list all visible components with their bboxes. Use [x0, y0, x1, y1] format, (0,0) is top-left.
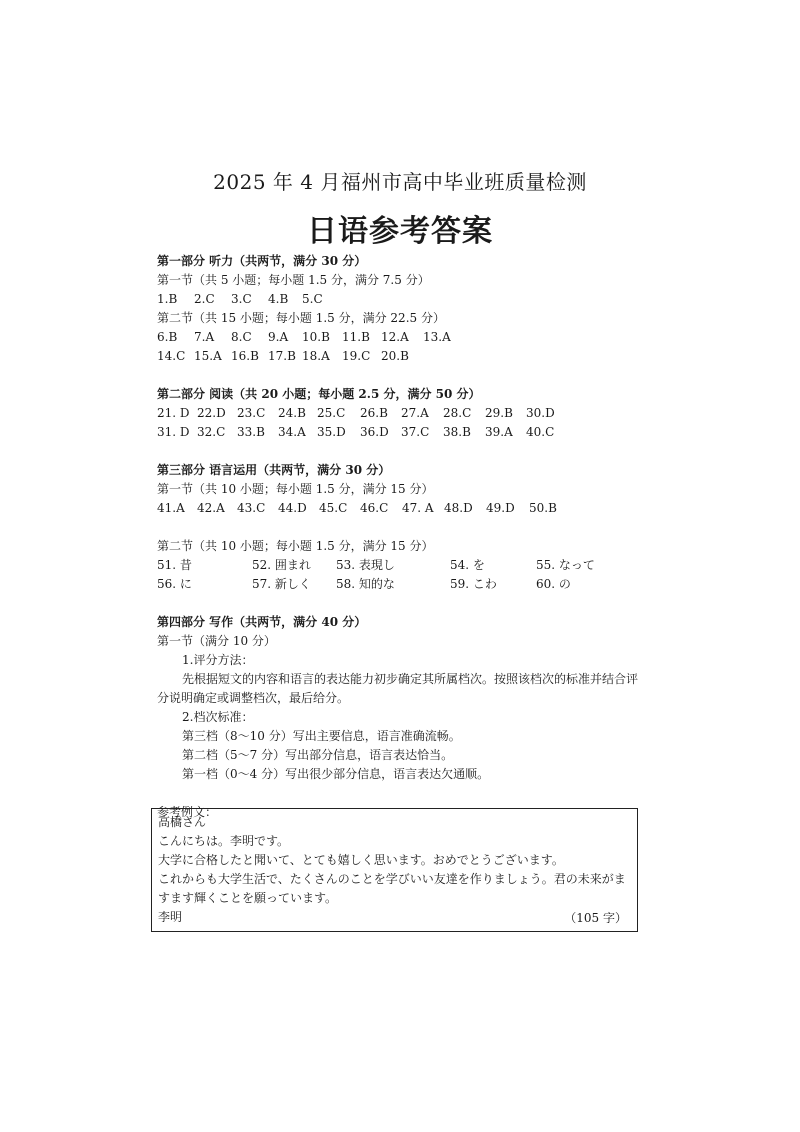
method-text: 先根据短文的内容和语言的表达能力初步确定其所属档次。按照该档次的标准并结合评分说明确定或调整档次，最后给分。	[157, 672, 639, 705]
essay-signature: 李明	[158, 910, 183, 924]
essay-line: これからも大学生活で、たくさんのことを学びいい友達を作りましょう。君の未来がま	[158, 872, 626, 886]
answer-item: 14.C	[157, 349, 186, 363]
answer-item: 55. なって	[536, 558, 595, 572]
part1-sec2-row1	[157, 328, 647, 347]
answer-item: 39.A	[485, 425, 513, 439]
answer-item: 33.B	[237, 425, 265, 439]
essay-greeting: 高橋さん	[158, 815, 207, 829]
part1-sec2-row2	[157, 347, 647, 366]
answer-item: 2.C	[194, 292, 215, 306]
document-title: 2025 年 4 月福州市高中毕业班质量检测	[213, 170, 587, 194]
part2-row2	[157, 423, 647, 442]
answer-item: 10.B	[302, 330, 330, 344]
answer-item: 20.B	[381, 349, 409, 363]
answer-item: 16.B	[231, 349, 259, 363]
answer-item: 48.D	[444, 501, 473, 515]
answer-item: 50.B	[529, 501, 557, 515]
answer-item: 13.A	[423, 330, 451, 344]
answer-item: 58. 知的な	[336, 577, 395, 591]
part4-heading: 第四部分 写作（共两节，满分 40 分）	[157, 615, 367, 629]
answer-item: 51. 昔	[157, 558, 192, 572]
answer-item: 12.A	[381, 330, 409, 344]
document-subtitle: 日语参考答案	[307, 214, 493, 249]
answer-item: 52. 囲まれ	[252, 558, 311, 572]
answer-item: 31. D	[157, 425, 190, 439]
part3-sec2-row1	[157, 556, 647, 575]
grade-1: 第一档（0～4 分）写出很少部分信息，语言表达欠通顺。	[182, 767, 490, 781]
answer-item: 4.B	[268, 292, 289, 306]
answer-item: 59. こわ	[450, 577, 497, 591]
sample-essay-label: 参考例文：	[157, 805, 218, 819]
answer-item: 45.C	[319, 501, 348, 515]
part4-sec1-note: 第一节（满分 10 分）	[157, 634, 276, 648]
part3-sec2-row2	[157, 575, 647, 594]
answer-item: 15.A	[194, 349, 222, 363]
answer-item: 57. 新しく	[252, 577, 311, 591]
answer-item: 34.A	[278, 425, 306, 439]
answer-item: 5.C	[302, 292, 323, 306]
answer-item: 25.C	[317, 406, 346, 420]
part2-row1	[157, 404, 647, 423]
answer-item: 43.C	[237, 501, 266, 515]
part1-heading: 第一部分 听力（共两节，满分 30 分）	[157, 254, 367, 268]
answer-item: 47. A	[402, 501, 434, 515]
part3-heading: 第三部分 语言运用（共两节，满分 30 分）	[157, 463, 391, 477]
answer-item: 9.A	[268, 330, 289, 344]
grade-2: 第二档（5～7 分）写出部分信息，语言表达恰当。	[182, 748, 454, 762]
answer-item: 19.C	[342, 349, 371, 363]
sample-essay-box	[151, 808, 638, 932]
answer-item: 36.D	[360, 425, 389, 439]
answer-item: 18.A	[302, 349, 330, 363]
part3-sec1-answers	[157, 499, 647, 518]
answer-item: 44.D	[278, 501, 307, 515]
answer-item: 35.D	[317, 425, 346, 439]
answer-item: 8.C	[231, 330, 252, 344]
answer-item: 30.D	[526, 406, 555, 420]
answer-item: 26.B	[360, 406, 388, 420]
grade-3: 第三档（8～10 分）写出主要信息，语言准确流畅。	[182, 729, 461, 743]
part3-sec2-note: 第二节（共 10 小题；每小题 1.5 分，满分 15 分）	[157, 539, 434, 553]
answer-item: 23.C	[237, 406, 266, 420]
answer-item: 53. 表現し	[336, 558, 395, 572]
answer-item: 42.A	[197, 501, 225, 515]
answer-content	[157, 252, 647, 822]
grade-title: 2.档次标准：	[182, 710, 254, 724]
word-count: （105 字）	[564, 911, 627, 925]
answer-item: 24.B	[278, 406, 306, 420]
answer-item: 40.C	[526, 425, 555, 439]
part2-heading: 第二部分 阅读（共 20 小题；每小题 2.5 分，满分 50 分）	[157, 387, 481, 401]
answer-item: 38.B	[443, 425, 471, 439]
method-title: 1.评分方法：	[182, 653, 254, 667]
answer-item: 17.B	[268, 349, 296, 363]
answer-item: 1.B	[157, 292, 178, 306]
essay-line: 大学に合格したと聞いて、とても嬉しく思います。おめでとうございます。	[158, 853, 564, 867]
answer-item: 3.C	[231, 292, 252, 306]
answer-item: 29.B	[485, 406, 513, 420]
answer-item: 7.A	[194, 330, 215, 344]
answer-item: 41.A	[157, 501, 185, 515]
answer-item: 37.C	[401, 425, 430, 439]
essay-line: こんにちは。李明です。	[158, 834, 290, 848]
answer-item: 56. に	[157, 577, 192, 591]
answer-item: 54. を	[450, 558, 485, 572]
answer-item: 60. の	[536, 577, 571, 591]
answer-item: 46.C	[360, 501, 389, 515]
answer-item: 27.A	[401, 406, 429, 420]
answer-item: 21. D	[157, 406, 190, 420]
part1-sec1-note: 第一节（共 5 小题；每小题 1.5 分，满分 7.5 分）	[157, 273, 430, 287]
part3-sec1-note: 第一节（共 10 小题；每小题 1.5 分，满分 15 分）	[157, 482, 434, 496]
part1-sec1-answers	[157, 290, 647, 309]
part1-sec2-note: 第二节（共 15 小题；每小题 1.5 分，满分 22.5 分）	[157, 311, 445, 325]
answer-item: 22.D	[197, 406, 226, 420]
answer-item: 49.D	[486, 501, 515, 515]
answer-item: 28.C	[443, 406, 472, 420]
answer-item: 6.B	[157, 330, 178, 344]
answer-item: 32.C	[197, 425, 226, 439]
essay-line: すます輝くことを願っています。	[158, 891, 338, 905]
answer-item: 11.B	[342, 330, 370, 344]
